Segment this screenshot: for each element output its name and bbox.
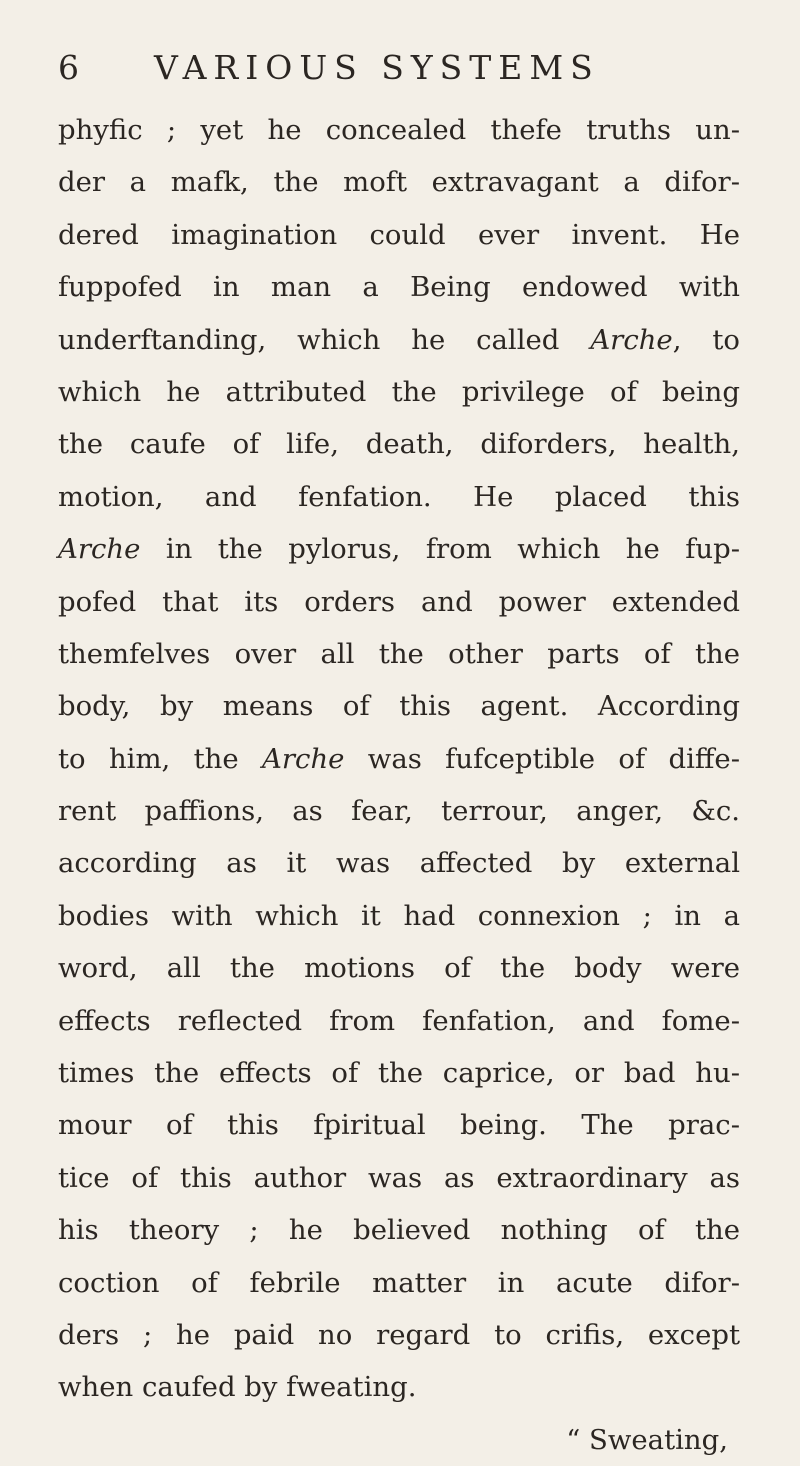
- text-line: to him, the Arche was fufceptible of diffe-: [58, 742, 740, 775]
- text-line: effects reflected from fenfation, and fome-: [58, 1004, 740, 1037]
- text-line: pofed that its orders and power extended: [58, 585, 740, 618]
- text-line: mour of this fpiritual being. The prac-: [58, 1109, 740, 1142]
- text-line: which he attributed the privilege of being: [58, 375, 740, 408]
- text-line: motion, and fenfation. He placed this: [58, 480, 740, 513]
- italic-term: Arche: [262, 742, 345, 775]
- text-line: ders ; he paid no regard to crifis, except: [58, 1318, 740, 1351]
- text-line: his theory ; he believed nothing of the: [58, 1214, 740, 1247]
- running-head: VARIOUS SYSTEMS: [154, 48, 600, 87]
- page-number: 6: [58, 48, 79, 87]
- text-line: the caufe of life, death, diforders, health,: [58, 428, 740, 461]
- body-text: [58, 104, 740, 1466]
- text-line: rent paffions, as fear, terrour, anger, &c.: [58, 795, 740, 828]
- text-line: Arche in the pylorus, from which he fup-: [58, 533, 740, 566]
- text-line: fuppofed in man a Being endowed with: [58, 271, 740, 304]
- italic-term: Arche: [58, 533, 141, 566]
- text-line: underftanding, which he called Arche, to: [58, 323, 740, 356]
- text-line: bodies with which it had connexion ; in a: [58, 899, 740, 932]
- text-line: dered imagination could ever invent. He: [58, 218, 740, 251]
- text-line: times the effects of the caprice, or bad hu-: [58, 1057, 740, 1090]
- text-line: tice of this author was as extraordinary as: [58, 1161, 740, 1194]
- text-line: themfelves over all the other parts of the: [58, 637, 740, 670]
- text-line: der a mafk, the moft extravagant a difor-: [58, 166, 740, 199]
- text-line: body, by means of this agent. According: [58, 690, 740, 723]
- text-line: coction of febrile matter in acute difor-: [58, 1266, 740, 1299]
- catchword: “ Sweating,: [566, 1423, 728, 1456]
- page-header: [58, 48, 698, 98]
- text-line: according as it was affected by external: [58, 847, 740, 880]
- text-line: word, all the motions of the body were: [58, 952, 740, 985]
- text-line: phyfic ; yet he concealed thefe truths un-: [58, 114, 740, 146]
- text-line: when caufed by fweating.: [58, 1371, 417, 1404]
- italic-term: Arche: [590, 323, 673, 356]
